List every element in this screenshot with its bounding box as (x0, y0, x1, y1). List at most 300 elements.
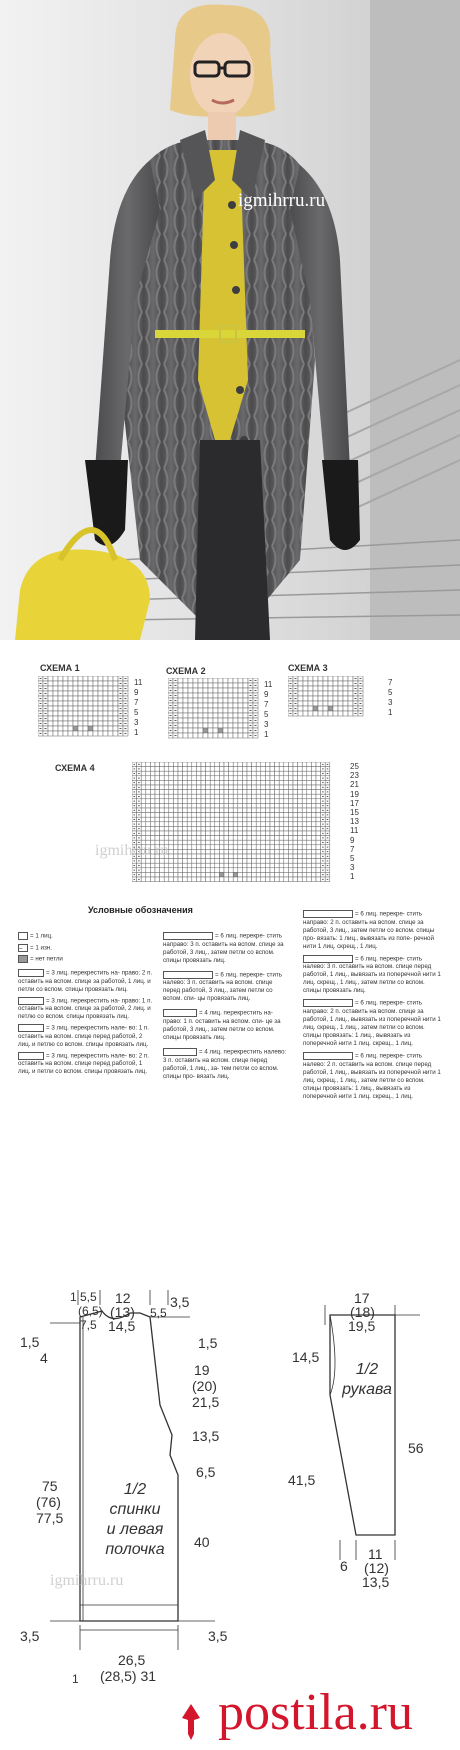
legend-item: = 3 лиц. перекрестить нале- во: 2 п. оставить на вспом. спице перед работой, 1 лиц. и петли со вспом. спицы провязать лиц. (18, 1052, 149, 1076)
chart-cell (252, 822, 257, 827)
chart-cell (68, 686, 73, 691)
chart-cell (150, 877, 155, 882)
chart-cell (316, 808, 321, 813)
chart-cell (302, 799, 307, 804)
chart-cell (229, 785, 234, 790)
chart-cell (155, 799, 160, 804)
chart-cell (333, 706, 338, 711)
chart-cell (229, 762, 234, 767)
chart-cell (298, 868, 303, 873)
chart-cell (53, 721, 58, 726)
chart-row-number: 5 (388, 688, 393, 697)
chart-cell (233, 859, 238, 864)
chart-cell (183, 794, 188, 799)
chart-cell (270, 790, 275, 795)
chart-cell (338, 711, 343, 716)
chart-cell (198, 693, 203, 698)
chart-cell (146, 831, 151, 836)
chart-cell (169, 790, 174, 795)
chart-cell (261, 831, 266, 836)
chart-cell (311, 780, 316, 785)
chart-cell (316, 840, 321, 845)
chart-cell (88, 691, 93, 696)
chart-cell (293, 859, 298, 864)
chart-cell (196, 845, 201, 850)
chart-cell (224, 840, 229, 845)
chart-cell (160, 771, 165, 776)
chart-cell (196, 794, 201, 799)
legend-item: – = 1 изн. (19, 944, 52, 952)
chart-cell (98, 711, 103, 716)
chart-cell (192, 808, 197, 813)
chart-cell (58, 706, 63, 711)
chart-cell (206, 785, 211, 790)
chart-cell (298, 872, 303, 877)
chart-cell (108, 731, 113, 736)
chart-cell (68, 721, 73, 726)
chart-cell (196, 836, 201, 841)
chart-cell (78, 686, 83, 691)
chart-cell (193, 693, 198, 698)
chart-cell (242, 836, 247, 841)
chart-cell (247, 799, 252, 804)
chart-cell (302, 868, 307, 873)
chart-cell (187, 822, 192, 827)
chart-cell (302, 817, 307, 822)
chart-cell (233, 831, 238, 836)
chart-cell (169, 840, 174, 845)
chart-cell (247, 767, 252, 772)
chart-cell (224, 863, 229, 868)
chart-cell (164, 794, 169, 799)
chart-cell (318, 696, 323, 701)
chart-cell (192, 845, 197, 850)
chart-cell (233, 799, 238, 804)
chart-cell (150, 868, 155, 873)
legend-item: = нет петли (18, 955, 153, 964)
chart-cell (261, 845, 266, 850)
dim-1-bottom: 1 (72, 1672, 79, 1686)
chart-cell (150, 831, 155, 836)
chart-cell (53, 686, 58, 691)
chart-cell (270, 780, 275, 785)
chart-cell (316, 877, 321, 882)
chart-cell (302, 822, 307, 827)
chart-cell (279, 836, 284, 841)
chart-cell (313, 711, 318, 716)
chart-cell (307, 799, 312, 804)
chart-row-number: 7 (134, 698, 139, 707)
chart-cell (98, 696, 103, 701)
chart-cell (210, 762, 215, 767)
chart-cell (188, 698, 193, 703)
chart-cell (233, 854, 238, 859)
chart-cell (146, 799, 151, 804)
chart-cell (302, 877, 307, 882)
chart-cell (108, 686, 113, 691)
chart-cell (256, 831, 261, 836)
chart-cell (348, 711, 353, 716)
chart-cell (284, 849, 289, 854)
chart-cell (193, 718, 198, 723)
chart-cell (270, 854, 275, 859)
chart-cell (113, 721, 118, 726)
chart-cell (311, 794, 316, 799)
chart-cell (316, 854, 321, 859)
chart-cell (192, 859, 197, 864)
chart-cell (192, 877, 197, 882)
chart-cell (192, 831, 197, 836)
chart-cell (284, 863, 289, 868)
chart-cell (238, 767, 243, 772)
chart-cell (261, 799, 266, 804)
chart-cell (293, 868, 298, 873)
chart-cell (256, 836, 261, 841)
chart-cell (196, 868, 201, 873)
chart-cell (183, 831, 188, 836)
chart-cell (196, 822, 201, 827)
chart-cell (206, 780, 211, 785)
chart-cell (252, 808, 257, 813)
chart-cell (256, 872, 261, 877)
chart-cell (219, 767, 224, 772)
chart-cell (169, 780, 174, 785)
chart-cell (201, 808, 206, 813)
chart-row-number: 1 (134, 728, 139, 737)
chart-cell (243, 693, 248, 698)
chart-cell (252, 826, 257, 831)
chart-cell (93, 731, 98, 736)
chart-cell (228, 698, 233, 703)
chart-cell (284, 854, 289, 859)
schema4-grid (132, 762, 346, 882)
chart-cell (302, 863, 307, 868)
chart-cell (215, 762, 220, 767)
chart-cell (201, 822, 206, 827)
chart-cell (160, 799, 165, 804)
chart-cell (288, 771, 293, 776)
chart-cell (238, 872, 243, 877)
chart-cell (193, 713, 198, 718)
chart-cell (224, 780, 229, 785)
chart-cell (88, 696, 93, 701)
chart-cell (238, 854, 243, 859)
chart-cell (206, 877, 211, 882)
chart-cell (103, 701, 108, 706)
chart-cell (160, 794, 165, 799)
chart-cell (265, 767, 270, 772)
chart-cell (173, 836, 178, 841)
chart-cell (307, 826, 312, 831)
chart-cell (164, 817, 169, 822)
chart-cell (178, 826, 183, 831)
chart-cell (229, 790, 234, 795)
chart-cell (155, 762, 160, 767)
chart-cell (348, 686, 353, 691)
chart-cell (215, 863, 220, 868)
chart-cell (284, 785, 289, 790)
chart-cell (160, 872, 165, 877)
chart-cell (275, 767, 280, 772)
chart-cell (328, 701, 333, 706)
chart-cell (113, 731, 118, 736)
chart-cell (187, 808, 192, 813)
chart-cell (242, 854, 247, 859)
chart-cell (242, 872, 247, 877)
chart-cell (63, 716, 68, 721)
chart-cell (187, 836, 192, 841)
chart-cell (275, 840, 280, 845)
chart-cell (275, 813, 280, 818)
chart-cell (293, 854, 298, 859)
chart-cell (265, 836, 270, 841)
chart-cell (213, 713, 218, 718)
chart-cell (192, 794, 197, 799)
chart-cell (265, 845, 270, 850)
chart-cell (242, 859, 247, 864)
chart-cell (238, 831, 243, 836)
chart-cell (298, 676, 303, 681)
chart-cell (58, 711, 63, 716)
chart-cell (224, 785, 229, 790)
chart-cell (311, 767, 316, 772)
chart-cell (173, 790, 178, 795)
schema3-grid (288, 676, 364, 720)
chart-cell (233, 693, 238, 698)
chart-cell (256, 790, 261, 795)
chart-cell (206, 808, 211, 813)
chart-cell (210, 776, 215, 781)
chart-cell (275, 854, 280, 859)
chart-cell (247, 780, 252, 785)
chart-cell (298, 840, 303, 845)
chart-cell (242, 826, 247, 831)
chart-cell (213, 688, 218, 693)
purl-stitch-icon: – (18, 944, 28, 952)
chart-cell (215, 849, 220, 854)
chart-cell (275, 780, 280, 785)
chart-cell (247, 868, 252, 873)
chart-cell (108, 726, 113, 731)
chart-cell (224, 877, 229, 882)
chart-cell (98, 716, 103, 721)
chart-row-number: 1 (264, 730, 269, 739)
chart-cell (311, 859, 316, 864)
chart-cell (270, 849, 275, 854)
postila-logo[interactable]: postila.ru (218, 1684, 413, 1741)
chart-cell (224, 859, 229, 864)
chart-cell (178, 794, 183, 799)
chart-cell (58, 721, 63, 726)
chart-cell (150, 776, 155, 781)
chart-cell (223, 693, 228, 698)
chart-cell (183, 693, 188, 698)
chart-cell (213, 728, 218, 733)
chart-cell (279, 762, 284, 767)
chart-cell (229, 859, 234, 864)
chart-cell (113, 696, 118, 701)
chart-cell (265, 826, 270, 831)
chart-cell (303, 701, 308, 706)
dim-shoulder-c: 14,5 (108, 1318, 136, 1334)
chart-cell (275, 817, 280, 822)
chart-cell (302, 826, 307, 831)
chart-cell (303, 691, 308, 696)
chart-cell (201, 785, 206, 790)
chart-cell (270, 762, 275, 767)
chart-cell (215, 826, 220, 831)
chart-cell (247, 803, 252, 808)
chart-cell (98, 701, 103, 706)
chart-cell (183, 863, 188, 868)
chart-row-number: 9 (134, 688, 139, 697)
chart-cell (173, 785, 178, 790)
chart-cell (187, 785, 192, 790)
chart-cell (196, 771, 201, 776)
chart-cell (238, 794, 243, 799)
chart-cell (233, 698, 238, 703)
chart-cell (279, 794, 284, 799)
chart-cell (233, 703, 238, 708)
chart-cell (228, 683, 233, 688)
chart-cell (113, 711, 118, 716)
chart-cell (261, 776, 266, 781)
chart-cell (316, 762, 321, 767)
chart-cell (178, 831, 183, 836)
chart-cell (284, 817, 289, 822)
chart-cell (193, 703, 198, 708)
chart-cell (164, 803, 169, 808)
chart-cell (288, 803, 293, 808)
chart-cell (228, 728, 233, 733)
chart-cell (108, 721, 113, 726)
chart-cell (228, 723, 233, 728)
chart-cell (196, 799, 201, 804)
chart-cell (247, 826, 252, 831)
chart-cell (160, 785, 165, 790)
chart-cell (265, 872, 270, 877)
chart-cell (233, 794, 238, 799)
chart-cell (293, 767, 298, 772)
chart-cell (83, 721, 88, 726)
chart-cell (210, 868, 215, 873)
chart-cell (243, 723, 248, 728)
chart-cell (160, 762, 165, 767)
chart-cell (141, 785, 146, 790)
chart-cell (256, 854, 261, 859)
chart-cell (219, 817, 224, 822)
chart-cell (293, 826, 298, 831)
chart-cell (210, 877, 215, 882)
chart-cell (203, 688, 208, 693)
chart-cell (201, 854, 206, 859)
chart-cell (270, 776, 275, 781)
chart-cell (198, 728, 203, 733)
chart-row-number: 3 (264, 720, 269, 729)
chart-cell (103, 731, 108, 736)
chart-cell (311, 762, 316, 767)
chart-cell (98, 726, 103, 731)
chart-cell (150, 822, 155, 827)
chart-cell (316, 794, 321, 799)
dim-40: 40 (194, 1534, 210, 1550)
chart-cell (58, 681, 63, 686)
chart-cell (164, 813, 169, 818)
chart-cell (160, 803, 165, 808)
chart-cell (73, 701, 78, 706)
chart-cell (73, 726, 78, 731)
chart-cell (215, 794, 220, 799)
chart-cell (233, 708, 238, 713)
chart-cell (183, 836, 188, 841)
chart-cell (108, 681, 113, 686)
chart-cell (288, 799, 293, 804)
chart-row-number: 5 (134, 708, 139, 717)
chart-cell (238, 808, 243, 813)
chart-cell (252, 863, 257, 868)
chart-cell (141, 831, 146, 836)
cross-right-6c-icon (303, 999, 353, 1007)
sleeve-length-41: 41,5 (288, 1472, 316, 1488)
chart-cell (256, 845, 261, 850)
chart-cell (323, 711, 328, 716)
chart-cell (183, 813, 188, 818)
chart-cell (206, 794, 211, 799)
chart-cell (48, 696, 53, 701)
chart-cell (238, 678, 243, 683)
chart-cell (192, 813, 197, 818)
chart-cell (256, 780, 261, 785)
chart-cell (229, 868, 234, 873)
chart-cell (155, 785, 160, 790)
chart-cell (270, 817, 275, 822)
chart-cell (88, 686, 93, 691)
chart-cell (311, 831, 316, 836)
chart-cell (316, 849, 321, 854)
chart-cell (311, 872, 316, 877)
chart-cell (210, 813, 215, 818)
chart-cell (53, 731, 58, 736)
chart-cell (293, 785, 298, 790)
chart-cell (169, 762, 174, 767)
chart-cell (187, 831, 192, 836)
chart-cell (252, 799, 257, 804)
chart-cell (293, 794, 298, 799)
chart-cell (338, 691, 343, 696)
chart-cell (68, 711, 73, 716)
chart-cell (141, 762, 146, 767)
legend-item: = 6 лиц. перекре- стить направо: 2 п. оставить на вспом. спице за работой, 3 лиц., затем петли со вспом. спицы про- вязать: 1 лиц., вывязать из попе- речной нити 1 лиц. скрещ., 1 лиц. (303, 910, 435, 950)
chart-cell (192, 790, 197, 795)
chart-cell (270, 771, 275, 776)
chart-cell (48, 731, 53, 736)
dim-width-a: 26,5 (118, 1652, 146, 1668)
dim-5-5: 5,5 (150, 1306, 167, 1320)
chart-cell (178, 868, 183, 873)
chart-cell (68, 731, 73, 736)
chart-cell (169, 794, 174, 799)
chart-cell (201, 767, 206, 772)
chart-cell (223, 718, 228, 723)
chart-cell (178, 808, 183, 813)
chart-cell (150, 762, 155, 767)
chart-cell (302, 854, 307, 859)
chart-cell (201, 803, 206, 808)
chart-cell (243, 698, 248, 703)
chart-cell (183, 817, 188, 822)
chart-cell (73, 696, 78, 701)
chart-cell (261, 868, 266, 873)
